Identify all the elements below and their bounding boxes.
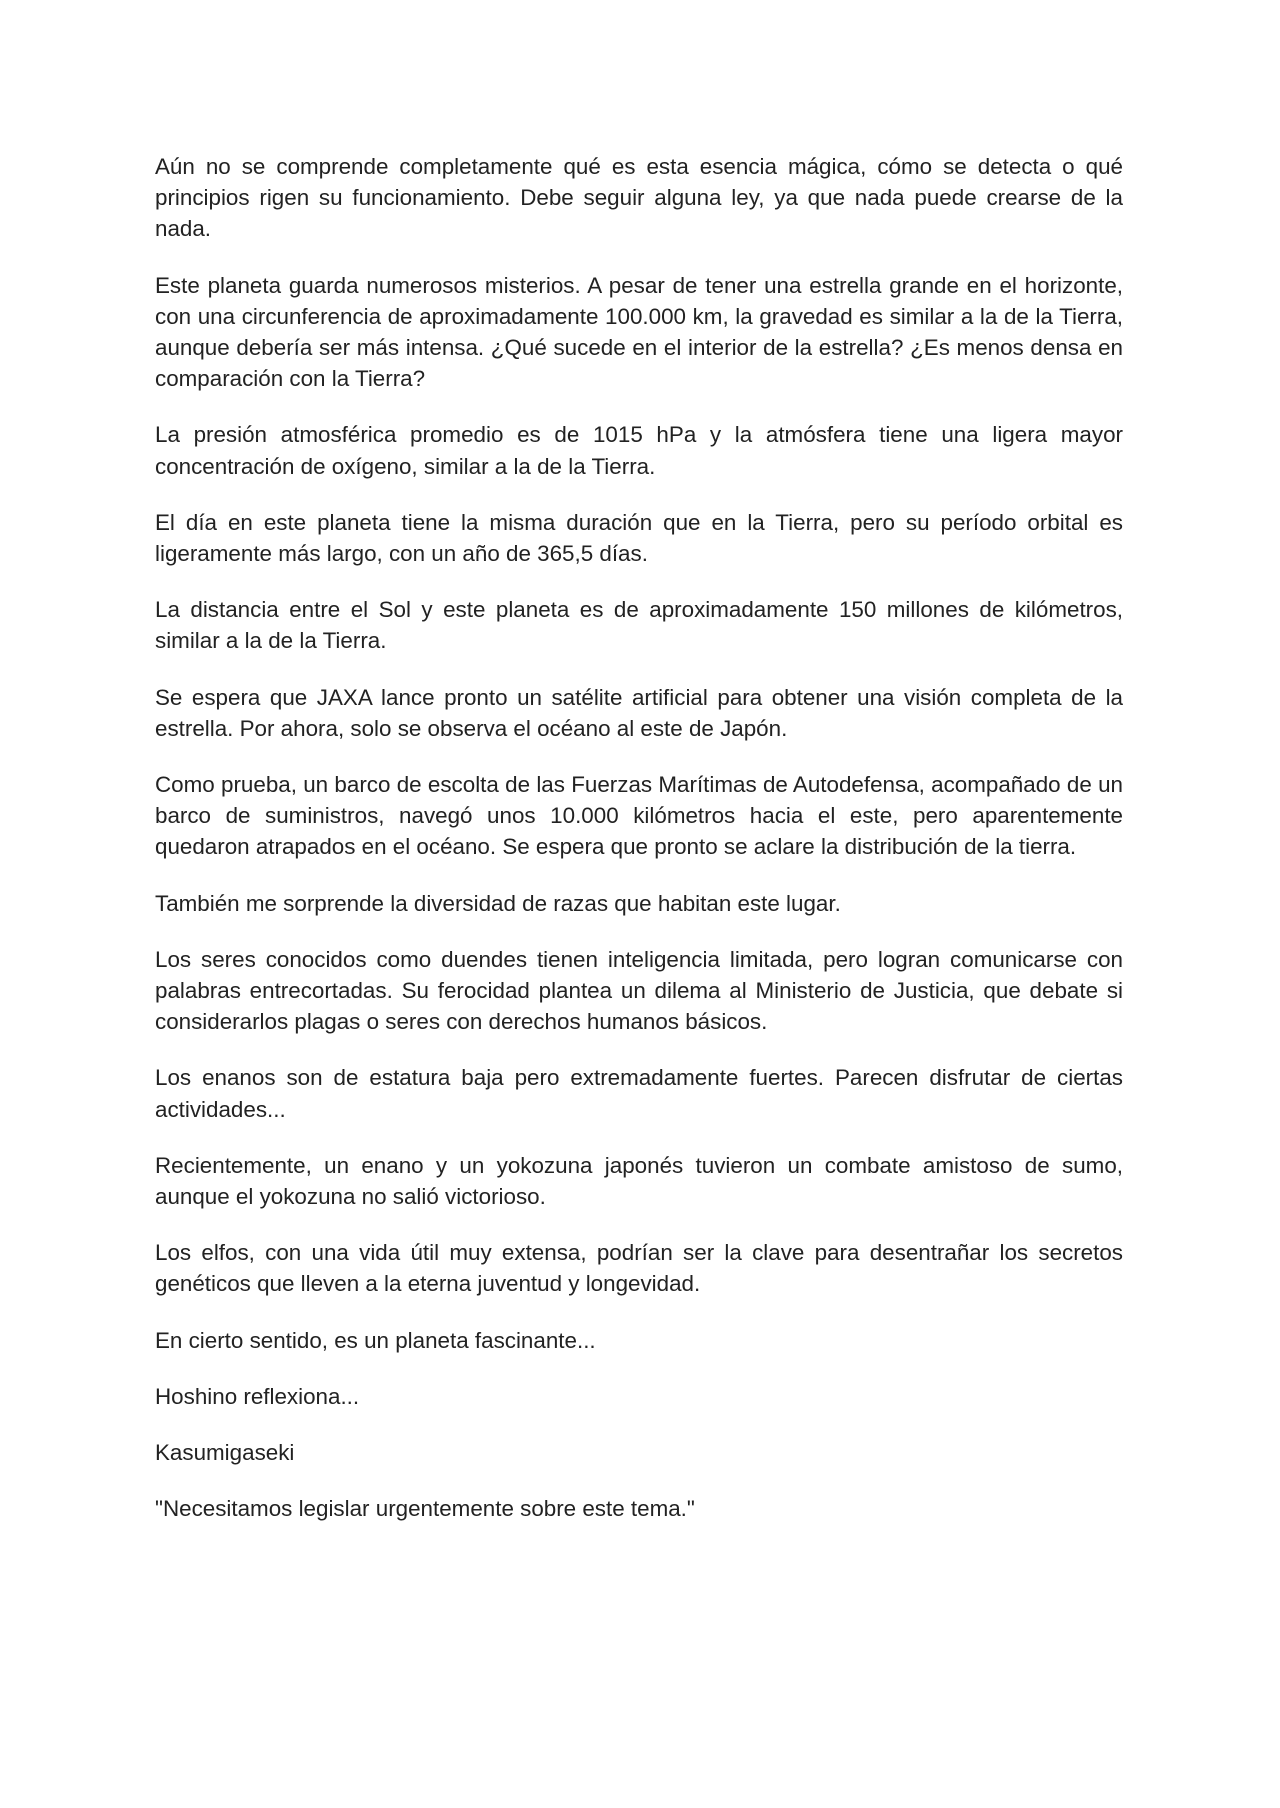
paragraph-13: En cierto sentido, es un planeta fascinante... (155, 1327, 596, 1353)
paragraph-1: Aún no se comprende completamente qué es esta esencia mágica, cómo se detecta o qué principios rigen su funcionamiento. Debe seguir alguna ley, ya que nada puede crearse de la nada. (155, 154, 1123, 242)
paragraph-12: Los elfos, con una vida útil muy extensa, podrían ser la clave para desentrañar los secretos genéticos que lleven a la eterna juventud y longevidad. (155, 1240, 1123, 1297)
document-body (155, 151, 1123, 1550)
paragraph-2: Este planeta guarda numerosos misterios. A pesar de tener una estrella grande en el horizonte, con una circunferencia de aproximadamente 100.000 km, la gravedad es similar a la de la Tierra, aunque debería ser más intensa. ¿Qué sucede en el interior de la estrella? ¿Es menos densa en comparación con la Tierra? (155, 272, 1123, 392)
paragraph-3: La presión atmosférica promedio es de 1015 hPa y la atmósfera tiene una ligera mayor concentración de oxígeno, similar a la de la Tierra. (155, 422, 1123, 479)
paragraph-7: Como prueba, un barco de escolta de las Fuerzas Marítimas de Autodefensa, acompañado de un barco de suministros, navegó unos 10.000 kilómetros hacia el este, pero aparentemente quedaron atrapados en el océano. Se espera que pronto se aclare la distribución de la tierra. (155, 772, 1123, 860)
paragraph-11: Recientemente, un enano y un yokozuna japonés tuvieron un combate amistoso de sumo, aunque el yokozuna no salió victorioso. (155, 1152, 1123, 1210)
paragraph-4: El día en este planeta tiene la misma duración que en la Tierra, pero su período orbital es ligeramente más largo, con un año de 365,5 días. (155, 509, 1123, 567)
paragraph-5: La distancia entre el Sol y este planeta es de aproximadamente 150 millones de kilómetros, similar a la de la Tierra. (155, 597, 1123, 654)
paragraph-6: Se espera que JAXA lance pronto un satélite artificial para obtener una visión completa de la estrella. Por ahora, solo se observa el océano al este de Japón. (155, 684, 1123, 741)
paragraph-9: Los seres conocidos como duendes tienen inteligencia limitada, pero logran comunicarse con palabras entrecortadas. Su ferocidad plantea un dilema al Ministerio de Justicia, que debate si considerarlos plagas o seres con derechos humanos básicos. (155, 946, 1123, 1035)
paragraph-15: Kasumigaseki (155, 1440, 295, 1466)
paragraph-16: "Necesitamos legislar urgentemente sobre este tema." (155, 1496, 695, 1522)
paragraph-14: Hoshino reflexiona... (155, 1383, 360, 1409)
paragraph-10: Los enanos son de estatura baja pero extremadamente fuertes. Parecen disfrutar de ciertas actividades... (155, 1065, 1123, 1122)
paragraph-8: También me sorprende la diversidad de razas que habitan este lugar. (155, 890, 841, 916)
